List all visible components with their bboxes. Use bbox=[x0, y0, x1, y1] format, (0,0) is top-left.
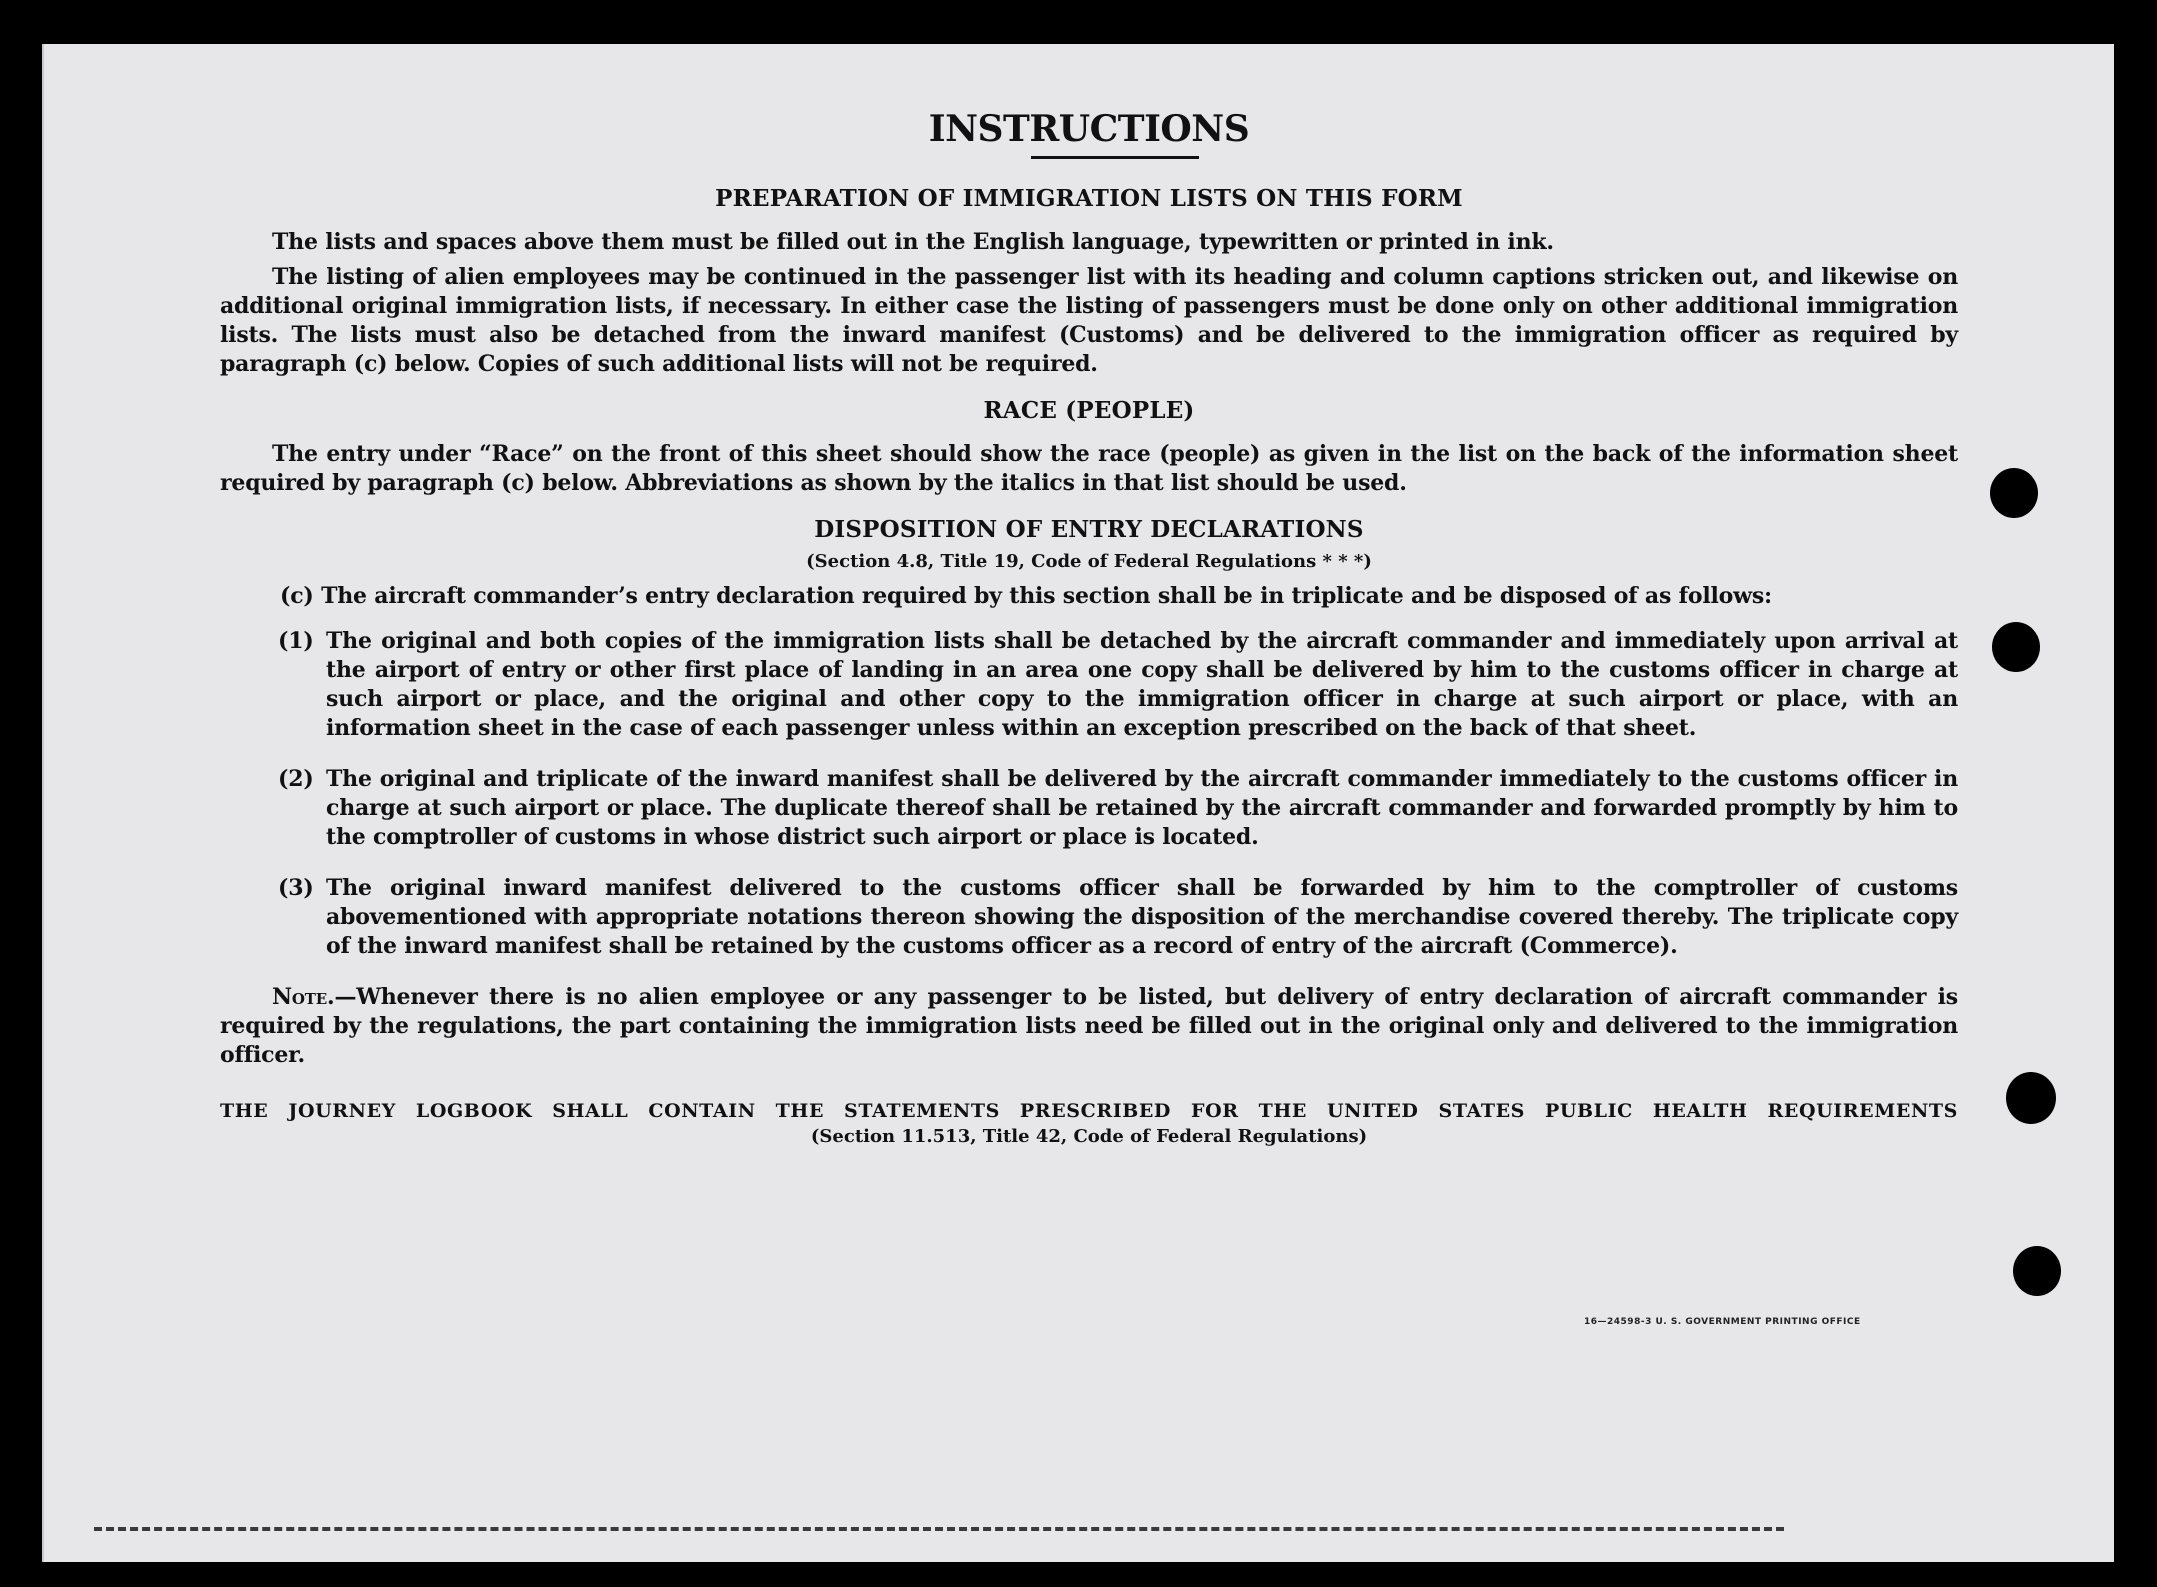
punch-hole-1 bbox=[1990, 468, 2038, 518]
punch-hole-3 bbox=[2006, 1072, 2056, 1124]
race-paragraph: The entry under “Race” on the front of this sheet should show the race (people) as given in the list on the back of the information sheet required by paragraph (c) below. Abbreviations as shown by the italics in that list should be used. bbox=[220, 441, 1958, 496]
item-number: (3) bbox=[278, 875, 314, 901]
item-number: (2) bbox=[278, 766, 314, 792]
disposition-item-2 bbox=[278, 765, 1958, 852]
item-number: (1) bbox=[278, 628, 314, 654]
note-paragraph bbox=[220, 983, 1958, 1070]
preparation-paragraph-1: The lists and spaces above them must be filled out in the English language, typewritten or printed in ink. bbox=[272, 229, 1554, 255]
disposition-heading: DISPOSITION OF ENTRY DECLARATIONS bbox=[814, 516, 1364, 543]
disposition-item-3 bbox=[278, 874, 1958, 961]
punch-hole-4 bbox=[2013, 1246, 2061, 1296]
note-label: Note. bbox=[272, 984, 335, 1010]
preparation-heading: PREPARATION OF IMMIGRATION LISTS ON THIS FORM bbox=[715, 185, 1463, 212]
item-text: The original inward manifest delivered to the customs officer shall be forwarded by him to the comptroller of customs abovementioned with appropriate notations thereon showing the disposition of the merchandise covered thereby. The triplicate copy of the inward manifest shall be retained by the customs officer as a record of entry of the aircraft (Commerce). bbox=[326, 875, 1958, 959]
print-code: 16—24598-3 U. S. GOVERNMENT PRINTING OFFICE bbox=[1584, 1317, 1861, 1327]
disposition-citation: (Section 4.8, Title 19, Code of Federal Regulations * * *) bbox=[806, 551, 1372, 572]
journey-logbook-statement: THE JOURNEY LOGBOOK SHALL CONTAIN THE STATEMENTS PRESCRIBED FOR THE UNITED STATES PUBLIC HEALTH REQUIREMENTS bbox=[220, 1100, 1958, 1122]
disposition-item-1 bbox=[278, 627, 1958, 743]
note-text: —Whenever there is no alien employee or any passenger to be listed, but delivery of entry declaration of aircraft commander is required by the regulations, the part containing the immigration lists need be filled out in the original only and delivered to the immigration officer. bbox=[220, 984, 1958, 1068]
instructions-content bbox=[220, 108, 1958, 1147]
item-text: The original and triplicate of the inward manifest shall be delivered by the aircraft commander immediately to the customs officer in charge at such airport or place. The duplicate thereof shall be retained by the aircraft commander and forwarded promptly by him to the comptroller of customs in whose district such airport or place is located. bbox=[326, 766, 1958, 850]
perforation-line bbox=[94, 1527, 1784, 1531]
page-title: INSTRUCTIONS bbox=[928, 108, 1250, 150]
item-text: The original and both copies of the immigration lists shall be detached by the aircraft commander and immediately upon arrival at the airport of entry or other first place of landing in an area one copy shall be delivered by him to the customs officer in charge at such airport or place, and the original and other copy to the immigration officer in charge at such airport or place, with an information sheet in the case of each passenger unless within an exception prescribed on the back of that sheet. bbox=[326, 628, 1958, 741]
preparation-paragraph-2: The listing of alien employees may be continued in the passenger list with its heading and column captions stricken out, and likewise on additional original immigration lists, if necessary. In either case the listing of passengers must be done only on other additional immigration lists. The lists must also be detached from the inward manifest (Customs) and be delivered to the immigration officer as required by paragraph (c) below. Copies of such additional lists will not be required. bbox=[220, 264, 1958, 377]
document-sheet bbox=[42, 44, 2114, 1562]
punch-hole-2 bbox=[1992, 622, 2040, 672]
title-underline bbox=[1031, 156, 1199, 159]
race-heading: RACE (PEOPLE) bbox=[983, 397, 1195, 424]
journey-logbook-citation: (Section 11.513, Title 42, Code of Federal Regulations) bbox=[810, 1126, 1368, 1147]
disposition-intro: (c) The aircraft commander’s entry declaration required by this section shall be in triplicate and be disposed of as follows: bbox=[280, 583, 1772, 609]
